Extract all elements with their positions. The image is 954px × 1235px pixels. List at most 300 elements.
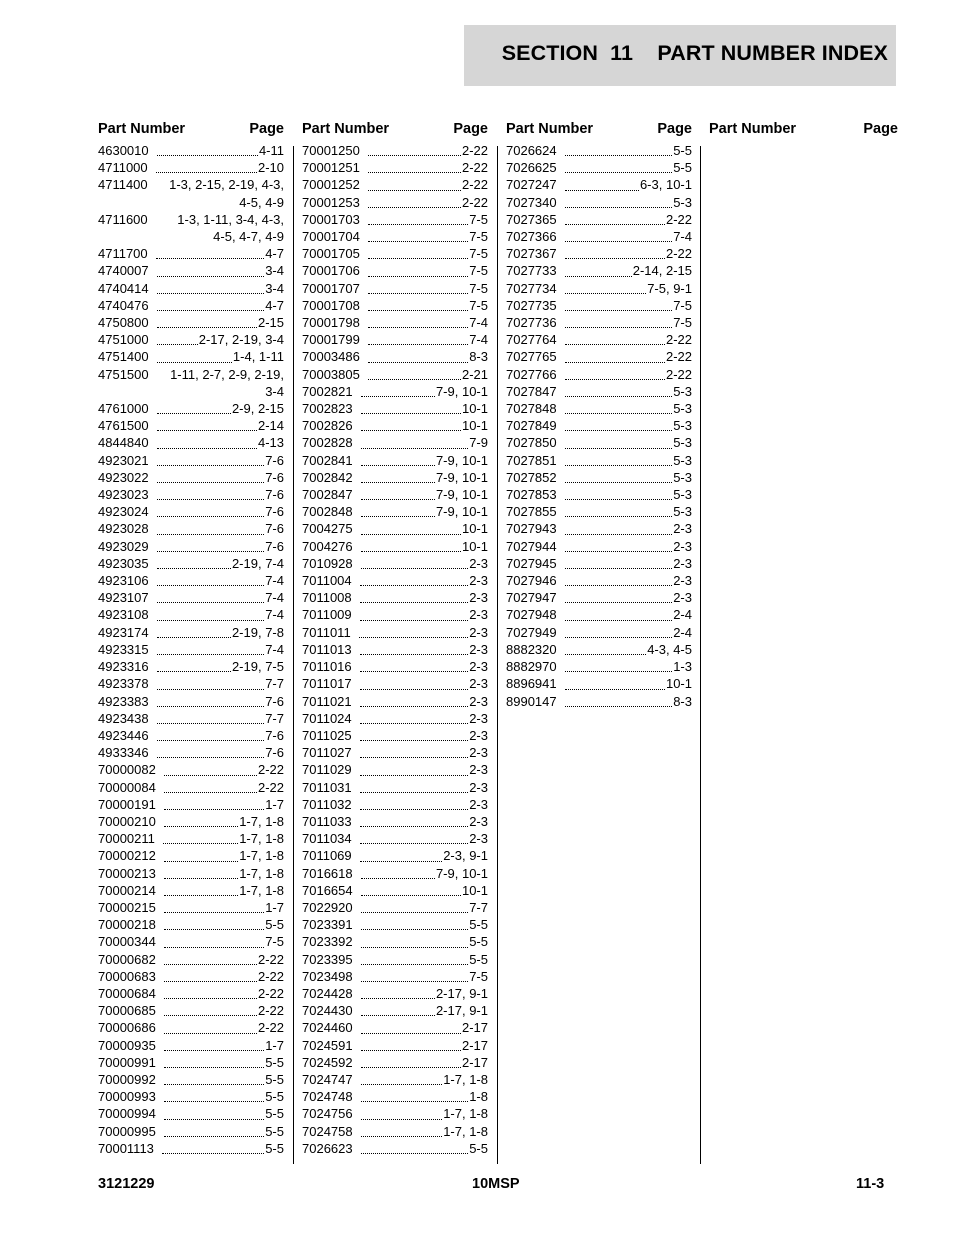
part-number: 7016654 bbox=[302, 882, 353, 898]
page-ref: 7-9 bbox=[469, 435, 488, 451]
page-ref: 1-7, 1-8 bbox=[443, 1123, 488, 1139]
page-ref: 7-6 bbox=[265, 504, 284, 520]
part-number: 7011017 bbox=[302, 676, 352, 692]
part-number: 7010928 bbox=[302, 555, 353, 571]
index-entry bbox=[98, 176, 284, 210]
page-ref: 7-5 bbox=[265, 934, 284, 950]
dot-leader bbox=[368, 293, 468, 294]
page-ref: 4-11 bbox=[258, 143, 284, 158]
dot-leader bbox=[565, 396, 673, 397]
dot-leader bbox=[157, 516, 265, 517]
part-number: 7002823 bbox=[302, 401, 353, 417]
index-entry bbox=[506, 641, 692, 658]
page-ref: 5-5 bbox=[265, 1106, 284, 1122]
index-entry bbox=[98, 693, 284, 710]
dot-leader bbox=[565, 671, 673, 672]
page-ref: 2-17, 9-1 bbox=[435, 1003, 488, 1019]
page-ref: 3-4 bbox=[265, 280, 284, 296]
page-ref: 7-6 bbox=[265, 521, 284, 537]
index-entry bbox=[302, 538, 488, 555]
dot-leader bbox=[360, 723, 469, 724]
index-entry bbox=[302, 796, 488, 813]
part-number: 70000994 bbox=[98, 1106, 156, 1122]
dot-leader bbox=[565, 224, 665, 225]
part-number: 7002826 bbox=[302, 418, 353, 434]
dot-leader bbox=[157, 276, 265, 277]
dot-leader bbox=[157, 689, 265, 690]
index-entry bbox=[506, 280, 692, 297]
page-ref-line: 3-4 bbox=[265, 383, 284, 399]
index-entry bbox=[506, 572, 692, 589]
index-entry bbox=[302, 176, 488, 193]
index-entry bbox=[302, 933, 488, 950]
page-ref: 5-5 bbox=[469, 934, 488, 950]
dot-leader bbox=[164, 1033, 257, 1034]
index-entry bbox=[98, 1054, 284, 1071]
part-number: 4751000 bbox=[98, 332, 149, 348]
dot-leader bbox=[164, 1136, 264, 1137]
page-ref: 2-15 bbox=[257, 315, 284, 331]
dot-leader bbox=[157, 155, 258, 156]
index-entry bbox=[98, 1071, 284, 1088]
part-number: 4923446 bbox=[98, 727, 149, 743]
part-number: 7002828 bbox=[302, 435, 353, 451]
page-ref: 2-3 bbox=[469, 624, 488, 640]
index-entry bbox=[98, 899, 284, 916]
page-ref: 2-3 bbox=[673, 555, 692, 571]
dot-leader bbox=[164, 1015, 257, 1016]
index-entry bbox=[98, 779, 284, 796]
column-header bbox=[709, 118, 898, 140]
dot-leader bbox=[164, 826, 238, 827]
part-number: 7002821 bbox=[302, 383, 353, 399]
page-ref: 2-3 bbox=[469, 727, 488, 743]
dot-leader bbox=[157, 654, 265, 655]
dot-leader bbox=[360, 809, 469, 810]
dot-leader bbox=[565, 413, 673, 414]
part-number: 7011027 bbox=[302, 745, 352, 761]
dot-leader bbox=[361, 912, 469, 913]
dot-leader bbox=[164, 912, 264, 913]
page-ref: 2-3 bbox=[469, 607, 488, 623]
index-column-3 bbox=[506, 118, 692, 710]
page-ref: 5-5 bbox=[469, 951, 488, 967]
dot-leader bbox=[157, 465, 265, 466]
part-number: 70000084 bbox=[98, 779, 156, 795]
index-entry bbox=[302, 555, 488, 572]
header-part-number: Part Number bbox=[709, 121, 797, 137]
index-entry bbox=[98, 882, 284, 899]
part-number: 7027945 bbox=[506, 555, 557, 571]
index-entry bbox=[98, 520, 284, 537]
page-ref: 2-3 bbox=[469, 831, 488, 847]
part-number: 70000214 bbox=[98, 882, 156, 898]
part-number: 7027943 bbox=[506, 521, 557, 537]
part-number: 70001707 bbox=[302, 280, 360, 296]
index-entry bbox=[302, 641, 488, 658]
dot-leader bbox=[368, 379, 461, 380]
index-entry bbox=[302, 400, 488, 417]
index-entry bbox=[506, 606, 692, 623]
index-column-1 bbox=[98, 118, 284, 1157]
dot-leader bbox=[361, 1136, 443, 1137]
index-entry bbox=[302, 882, 488, 899]
index-entry bbox=[98, 1123, 284, 1140]
part-number: 4711600 bbox=[98, 211, 148, 227]
index-entry bbox=[98, 933, 284, 950]
footer-model: 10MSP bbox=[472, 1176, 520, 1192]
index-entry bbox=[302, 1002, 488, 1019]
dot-leader bbox=[361, 534, 461, 535]
part-number: 7004276 bbox=[302, 538, 353, 554]
page-ref: 10-1 bbox=[665, 676, 692, 692]
index-entry bbox=[506, 366, 692, 383]
dot-leader bbox=[157, 293, 265, 294]
page-ref: 5-5 bbox=[265, 1140, 284, 1156]
page-ref: 2-14, 2-15 bbox=[632, 263, 692, 279]
dot-leader bbox=[157, 585, 265, 586]
part-number: 4711700 bbox=[98, 246, 148, 262]
part-number: 70000684 bbox=[98, 985, 156, 1001]
index-entry bbox=[302, 658, 488, 675]
index-entry bbox=[98, 452, 284, 469]
part-number: 7026624 bbox=[506, 143, 557, 158]
index-entry bbox=[98, 366, 284, 400]
part-number: 4923024 bbox=[98, 504, 149, 520]
page-ref: 5-3 bbox=[673, 469, 692, 485]
dot-leader bbox=[360, 792, 469, 793]
part-number: 7027764 bbox=[506, 332, 557, 348]
dot-leader bbox=[565, 241, 673, 242]
part-number: 7004275 bbox=[302, 521, 353, 537]
part-number: 4923108 bbox=[98, 607, 149, 623]
index-entry bbox=[302, 693, 488, 710]
part-number: 4923029 bbox=[98, 538, 149, 554]
page-ref: 2-22 bbox=[257, 1020, 284, 1036]
page-ref: 10-1 bbox=[461, 538, 488, 554]
part-number: 7027247 bbox=[506, 177, 557, 193]
page-ref: 2-22 bbox=[257, 951, 284, 967]
dot-leader bbox=[565, 654, 647, 655]
page-ref: 1-7, 1-8 bbox=[443, 1071, 488, 1087]
dot-leader bbox=[361, 465, 435, 466]
dot-leader bbox=[157, 706, 265, 707]
part-number: 4923028 bbox=[98, 521, 149, 537]
part-number: 70000213 bbox=[98, 865, 156, 881]
index-entry bbox=[98, 641, 284, 658]
page-ref: 2-3 bbox=[469, 762, 488, 778]
page-ref: 7-6 bbox=[265, 452, 284, 468]
index-entry bbox=[98, 280, 284, 297]
part-number: 7027949 bbox=[506, 624, 557, 640]
page-ref: 5-5 bbox=[469, 917, 488, 933]
dot-leader bbox=[156, 172, 257, 173]
part-number: 7024591 bbox=[302, 1037, 353, 1053]
index-entry bbox=[506, 262, 692, 279]
dot-leader bbox=[164, 809, 264, 810]
part-number: 70001705 bbox=[302, 246, 360, 262]
index-entry bbox=[506, 348, 692, 365]
part-number: 4923316 bbox=[98, 659, 149, 675]
page-ref: 2-22 bbox=[665, 349, 692, 365]
part-number: 70000991 bbox=[98, 1054, 156, 1070]
index-entry bbox=[98, 486, 284, 503]
dot-leader bbox=[164, 947, 264, 948]
index-entry bbox=[98, 606, 284, 623]
dot-leader bbox=[360, 671, 469, 672]
part-number: 70001706 bbox=[302, 263, 360, 279]
index-column-2 bbox=[302, 118, 488, 1157]
page-ref: 5-3 bbox=[673, 452, 692, 468]
index-entry bbox=[506, 486, 692, 503]
page-ref: 1-7, 1-8 bbox=[239, 848, 284, 864]
page-ref: 7-7 bbox=[265, 710, 284, 726]
page-ref: 2-3 bbox=[673, 573, 692, 589]
dot-leader bbox=[157, 723, 265, 724]
index-entry bbox=[98, 710, 284, 727]
page-ref: 2-22 bbox=[665, 211, 692, 227]
index-entry bbox=[506, 503, 692, 520]
page-ref: 2-22 bbox=[461, 160, 488, 176]
dot-leader bbox=[361, 964, 469, 965]
dot-leader bbox=[361, 981, 469, 982]
index-entry bbox=[302, 297, 488, 314]
index-entry bbox=[98, 865, 284, 882]
dot-leader bbox=[157, 757, 265, 758]
dot-leader bbox=[157, 448, 257, 449]
page-ref: 2-3 bbox=[469, 573, 488, 589]
part-number: 70000683 bbox=[98, 968, 156, 984]
page-ref: 7-6 bbox=[265, 693, 284, 709]
part-number: 70001251 bbox=[302, 160, 360, 176]
dot-leader bbox=[361, 1119, 443, 1120]
index-entry bbox=[98, 503, 284, 520]
page-ref: 7-9, 10-1 bbox=[435, 469, 488, 485]
page-ref: 4-7 bbox=[265, 246, 284, 262]
dot-leader bbox=[565, 362, 665, 363]
index-entry bbox=[506, 331, 692, 348]
dot-leader bbox=[565, 430, 673, 431]
dot-leader bbox=[162, 1153, 264, 1154]
dot-leader bbox=[565, 448, 673, 449]
page-ref: 1-7, 1-8 bbox=[239, 831, 284, 847]
index-entry bbox=[302, 1019, 488, 1036]
page-ref: 5-5 bbox=[673, 143, 692, 158]
dot-leader bbox=[361, 499, 435, 500]
part-number: 4751500 bbox=[98, 366, 149, 382]
dot-leader bbox=[565, 379, 665, 380]
footer-page-number: 11-3 bbox=[856, 1176, 885, 1192]
part-number: 7024430 bbox=[302, 1003, 353, 1019]
part-number: 7024592 bbox=[302, 1054, 353, 1070]
part-number: 7011009 bbox=[302, 607, 352, 623]
page-ref: 2-19, 7-8 bbox=[231, 624, 284, 640]
part-number: 7026625 bbox=[506, 160, 557, 176]
page-ref: 7-9, 10-1 bbox=[435, 865, 488, 881]
index-entry bbox=[98, 469, 284, 486]
part-number: 7027366 bbox=[506, 229, 557, 245]
part-number: 7023392 bbox=[302, 934, 353, 950]
index-entry bbox=[302, 383, 488, 400]
part-number: 7022920 bbox=[302, 899, 353, 915]
part-number: 7011013 bbox=[302, 641, 352, 657]
part-number: 7024428 bbox=[302, 985, 353, 1001]
index-entry bbox=[302, 1088, 488, 1105]
page-ref: 5-3 bbox=[673, 418, 692, 434]
page-ref: 2-3 bbox=[469, 745, 488, 761]
dot-leader bbox=[565, 706, 673, 707]
dot-leader bbox=[164, 792, 257, 793]
index-entry bbox=[506, 142, 692, 159]
index-entry bbox=[506, 159, 692, 176]
index-entry bbox=[506, 417, 692, 434]
part-number: 7023395 bbox=[302, 951, 353, 967]
dot-leader bbox=[361, 516, 435, 517]
dot-leader bbox=[361, 568, 469, 569]
part-number: 7027766 bbox=[506, 366, 557, 382]
page-ref: 7-4 bbox=[265, 573, 284, 589]
part-number: 70001113 bbox=[98, 1140, 154, 1156]
index-entry bbox=[302, 744, 488, 761]
column-divider bbox=[700, 146, 701, 1164]
page-ref: 7-7 bbox=[469, 899, 488, 915]
index-entry bbox=[98, 1019, 284, 1036]
dot-leader bbox=[565, 465, 673, 466]
page-ref: 2-22 bbox=[665, 366, 692, 382]
dot-leader bbox=[157, 602, 265, 603]
dot-leader bbox=[361, 998, 435, 999]
index-entry bbox=[98, 675, 284, 692]
part-number: 7024748 bbox=[302, 1089, 353, 1105]
part-number: 70000215 bbox=[98, 899, 156, 915]
index-entry bbox=[302, 606, 488, 623]
part-number: 7027733 bbox=[506, 263, 557, 279]
index-entry bbox=[98, 159, 284, 176]
part-number: 70000935 bbox=[98, 1037, 156, 1053]
page-ref: 2-22 bbox=[257, 968, 284, 984]
page-ref: 1-8 bbox=[469, 1089, 488, 1105]
part-number: 70000685 bbox=[98, 1003, 156, 1019]
index-entry bbox=[506, 314, 692, 331]
part-number: 7027946 bbox=[506, 573, 557, 589]
page-ref: 7-5 bbox=[469, 280, 488, 296]
dot-leader bbox=[565, 293, 647, 294]
page-ref: 2-3 bbox=[469, 693, 488, 709]
index-entry bbox=[302, 985, 488, 1002]
dot-leader bbox=[565, 327, 673, 328]
page-ref: 7-4 bbox=[469, 315, 488, 331]
dot-leader bbox=[565, 276, 632, 277]
dot-leader bbox=[164, 1067, 264, 1068]
index-entry bbox=[98, 761, 284, 778]
page-ref: 2-4 bbox=[673, 624, 692, 640]
dot-leader bbox=[157, 310, 265, 311]
dot-leader bbox=[361, 1153, 469, 1154]
header-part-number: Part Number bbox=[506, 121, 594, 137]
page-ref: 7-4 bbox=[265, 607, 284, 623]
dot-leader bbox=[361, 448, 469, 449]
index-entry bbox=[506, 228, 692, 245]
page-ref-line: 1-3, 2-15, 2-19, 4-3, bbox=[169, 177, 284, 193]
index-entry bbox=[302, 899, 488, 916]
page-ref: 7-6 bbox=[265, 745, 284, 761]
part-number: 70001799 bbox=[302, 332, 360, 348]
index-entry bbox=[98, 727, 284, 744]
page-ref: 2-17, 2-19, 3-4 bbox=[198, 332, 284, 348]
page-ref: 2-22 bbox=[257, 1003, 284, 1019]
part-number: 4923021 bbox=[98, 452, 149, 468]
part-number: 70001250 bbox=[302, 143, 360, 158]
column-header bbox=[98, 118, 284, 140]
index-entry bbox=[506, 693, 692, 710]
dot-leader bbox=[565, 172, 673, 173]
dot-leader bbox=[157, 499, 265, 500]
dot-leader bbox=[565, 620, 673, 621]
page-ref: 1-7, 1-8 bbox=[443, 1106, 488, 1122]
part-number: 7011011 bbox=[302, 624, 351, 640]
part-number: 4761500 bbox=[98, 418, 149, 434]
dot-leader bbox=[368, 241, 468, 242]
dot-leader bbox=[164, 878, 238, 879]
column-divider bbox=[293, 146, 294, 1164]
dot-leader bbox=[359, 637, 469, 638]
index-entry bbox=[302, 1140, 488, 1157]
dot-leader bbox=[157, 344, 198, 345]
part-number: 4740414 bbox=[98, 280, 149, 296]
index-entry bbox=[506, 383, 692, 400]
part-number: 4751400 bbox=[98, 349, 149, 365]
index-entry bbox=[506, 675, 692, 692]
dot-leader bbox=[361, 1084, 443, 1085]
page-ref-line: 1-11, 2-7, 2-9, 2-19, bbox=[170, 366, 284, 382]
page-ref: 7-6 bbox=[265, 487, 284, 503]
dot-leader bbox=[157, 637, 231, 638]
dot-leader bbox=[361, 1015, 435, 1016]
part-number: 70000218 bbox=[98, 917, 156, 933]
page-ref: 5-5 bbox=[265, 1123, 284, 1139]
index-entry bbox=[98, 1037, 284, 1054]
page-refs bbox=[154, 176, 284, 210]
part-number: 7027852 bbox=[506, 469, 557, 485]
index-entry bbox=[302, 572, 488, 589]
dot-leader bbox=[157, 620, 265, 621]
dot-leader bbox=[565, 310, 673, 311]
part-number: 7027765 bbox=[506, 349, 557, 365]
page-ref: 1-7 bbox=[265, 1037, 284, 1053]
part-number: 4923035 bbox=[98, 555, 149, 571]
page-ref: 2-21 bbox=[461, 366, 488, 382]
page-ref: 2-22 bbox=[257, 985, 284, 1001]
part-number: 7011025 bbox=[302, 727, 352, 743]
page-ref: 7-6 bbox=[265, 538, 284, 554]
page-refs bbox=[155, 366, 284, 400]
part-number: 7027365 bbox=[506, 211, 557, 227]
dot-leader bbox=[368, 344, 468, 345]
page-ref: 1-7, 1-8 bbox=[239, 865, 284, 881]
dot-leader bbox=[360, 689, 469, 690]
dot-leader bbox=[361, 947, 469, 948]
dot-leader bbox=[361, 1033, 461, 1034]
dot-leader bbox=[361, 551, 461, 552]
dot-leader bbox=[163, 843, 238, 844]
index-entry bbox=[98, 916, 284, 933]
dot-leader bbox=[360, 826, 469, 827]
page-ref: 2-22 bbox=[665, 246, 692, 262]
page-ref: 2-3 bbox=[673, 538, 692, 554]
dot-leader bbox=[360, 843, 469, 844]
page-ref: 7-9, 10-1 bbox=[435, 452, 488, 468]
page-ref: 1-4, 1-11 bbox=[232, 349, 284, 365]
